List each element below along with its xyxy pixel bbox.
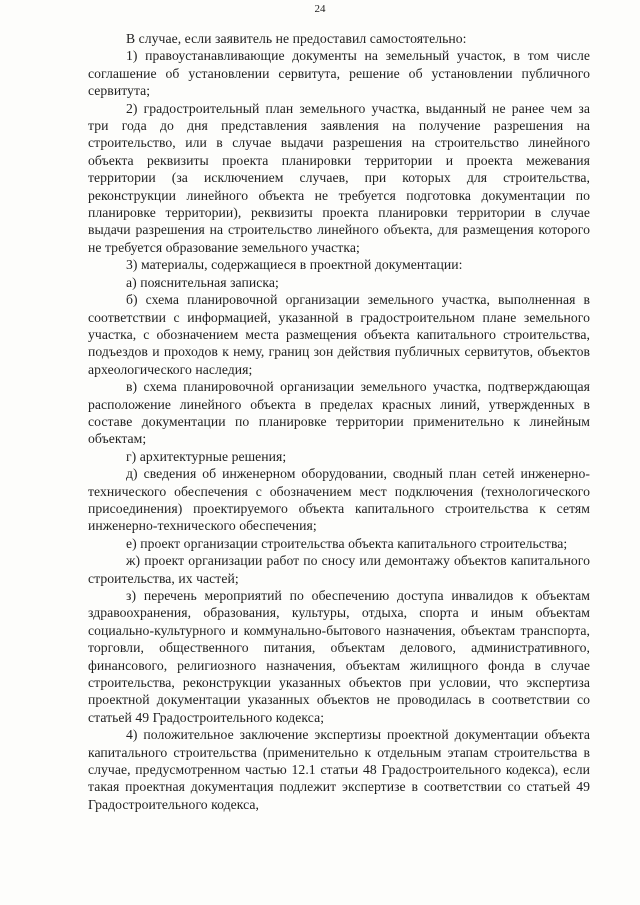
document-body bbox=[88, 30, 590, 813]
paragraph-item-3zh: ж) проект организации работ по сносу или демонтажу объектов капитального строительства, их частей; bbox=[88, 553, 590, 586]
paragraph-intro: В случае, если заявитель не предоставил самостоятельно: bbox=[126, 31, 467, 46]
paragraph-item-3: 3) материалы, содержащиеся в проектной документации: bbox=[126, 257, 463, 273]
page-number: 24 bbox=[314, 3, 326, 15]
paragraph-item-3a: а) пояснительная записка; bbox=[126, 274, 279, 290]
paragraph-item-1: 1) правоустанавливающие документы на земельный участок, в том числе соглашение об установлении сервитута, решение об установлении публичного сервитута; bbox=[88, 48, 590, 99]
paragraph-item-2: 2) градостроительный план земельного участка, выданный не ранее чем за три года до дня представления заявления на получение разрешения на строительство, или в случае выдачи разрешения на строительство линейного объекта реквизиты проекта планировки территории и проекта межевания территории (за исключением случаев, при которых для строительства, реконструкции линейного объекта не требуется подготовка документации по планировке территории), реквизиты проекта планировки территории в случае выдачи разрешения на строительство линейного объекта, для размещения которого не требуется образование земельного участка; bbox=[88, 100, 590, 255]
paragraph-item-3g: г) архитектурные решения; bbox=[126, 448, 287, 464]
paragraph-item-3v: в) схема планировочной организации земельного участка, подтверждающая расположение линейного объекта в пределах красных линий, утвержденных в составе документации по планировке территории применительно к линейным объектам; bbox=[88, 379, 590, 447]
paragraph-item-3z: з) перечень мероприятий по обеспечению доступа инвалидов к объектам здравоохранения, образования, культуры, отдыха, спорта и иным объектам социально-культурного и коммунально-бытового назначения, объектам транспорта, торговли, общественного питания, объектам делового, административного, финансового, религиозного назначения, объектам жилищного фонда в случае строительства, реконструкции указанных объектов при условии, что экспертиза проектной документации указанных объектов не проводилась в соответствии со статьей 49 Градостроительного кодекса; bbox=[88, 588, 590, 725]
paragraph-item-3d: д) сведения об инженерном оборудовании, сводный план сетей инженерно-технического обеспечения с обозначением мест подключения (технологического присоединения) проектируемого объекта капитального строительства к сетям инженерно-технического обеспечения; bbox=[88, 466, 590, 534]
paragraph-item-3e: е) проект организации строительства объекта капитального строительства; bbox=[126, 535, 568, 551]
paragraph-item-4: 4) положительное заключение экспертизы проектной документации объекта капитального строительства (применительно к отдельным этапам строительства в случае, предусмотренном частью 12.1 статьи 48 Градостроительного кодекса), если такая проектная документация подлежит экспертизе в соответствии со статьей 49 Градостроительного кодекса, bbox=[88, 727, 590, 812]
paragraph-item-3b: б) схема планировочной организации земельного участка, выполненная в соответствии с информацией, указанной в градостроительном плане земельного участка, с обозначением места размещения объекта капитального строительства, подъездов и проходов к нему, границ зон действия публичных сервитутов, объектов археологического наследия; bbox=[88, 292, 590, 377]
